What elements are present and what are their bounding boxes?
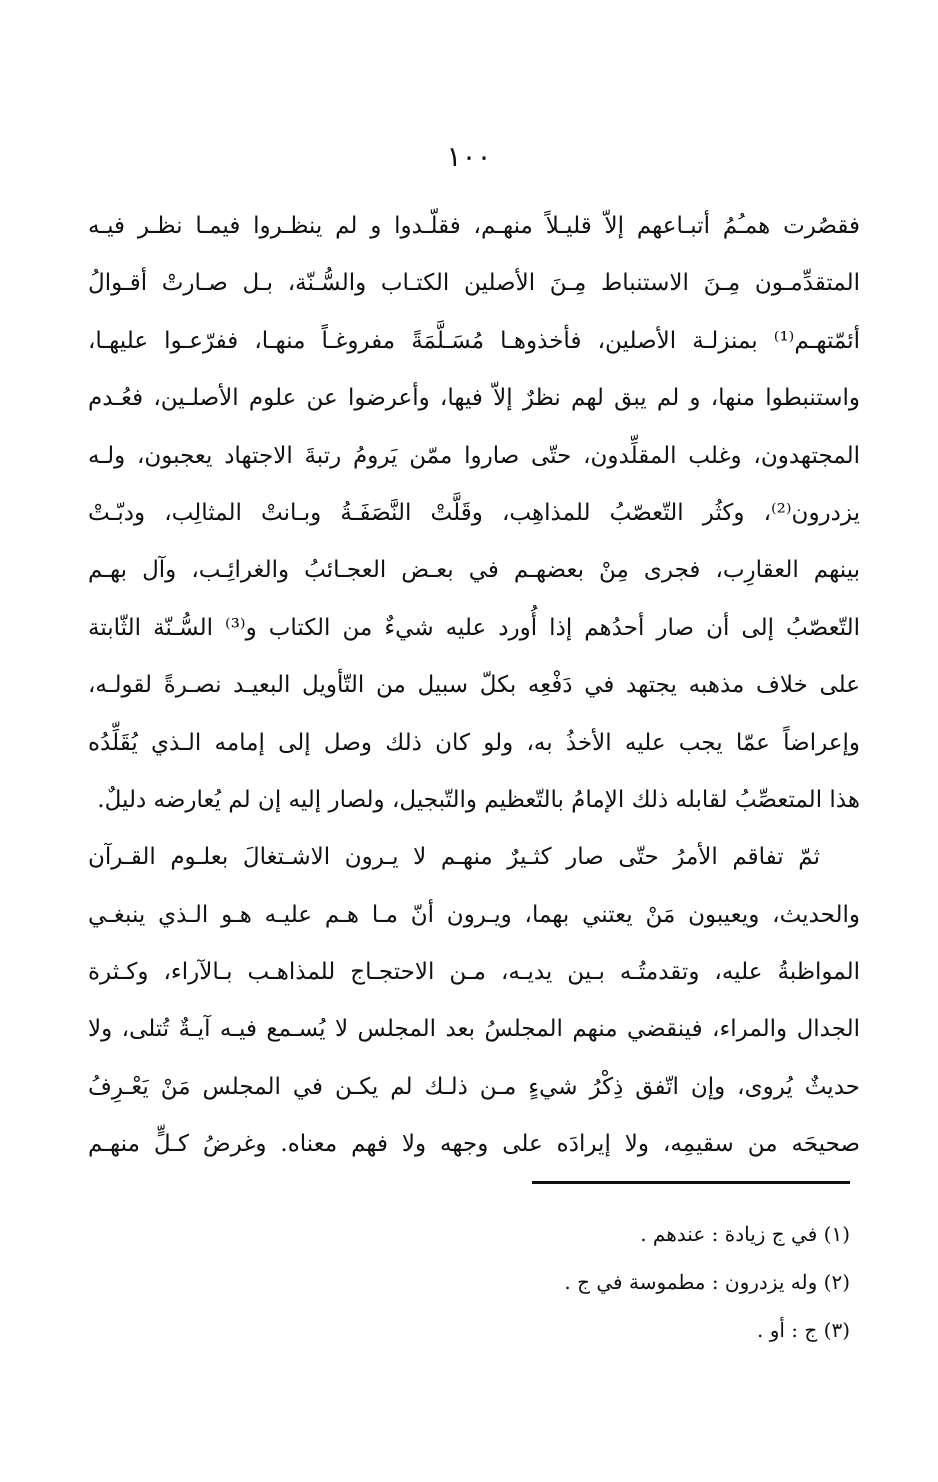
text-line: فقصُرت همـُمُ أتبـاعهم إلاّ قليـلاً منهـم، فقلّـدوا و لم ينظـروا فيمـا نظـر فيـه	[88, 213, 860, 239]
text-line: المجتهدون، وغلب المقلِّدون، حتّى صاروا ممّن يَرومُ رتبةَ الاجتهاد يعجبون، ولـه	[88, 442, 860, 469]
footnote-separator	[532, 1181, 850, 1184]
text-line: المتقدِّمـون مِـنَ الاستنباط مِـنَ الأصلين الكتـاب والسُّـنّة، بـل صـارتْ أقـوالُ	[88, 270, 860, 297]
text-line: وإعراضاً عمّا يجب عليه الأخذُ به، ولو كان ذلك وصل إلى إمامه الـذي يُقَلِّدُه	[88, 729, 860, 756]
text-line: الجدال والمراء، فينقضي منهم المجلسُ بعد المجلس لا يُسـمع فيـه آيـةٌ تُتلى، ولا	[88, 1016, 860, 1043]
text-line: التّعصّبُ إلى أن صار أحدُهم إذا أُورد عليه شيءٌ من الكتاب و⁽³⁾ السُّـنّة الثّابتة	[88, 614, 860, 641]
footnotes	[350, 1210, 850, 1354]
paragraph-2	[88, 829, 860, 1173]
text-line: المواظبةُ عليه، وتقدمتُـه بـين يديـه، مـن الاحتجـاج للمذاهـب بـالآراء، وكـثرة	[88, 959, 860, 986]
text-line: بينهم العقارِب، فجرى مِنْ بعضهـم في بعـض العجـائبُ والغرائِـب، وآل بهـم	[88, 557, 860, 584]
footnote-3: (٣) ج : أو .	[756, 1318, 850, 1342]
footnote-2: (٢) وله يزدرون : مطموسة في ج .	[564, 1270, 850, 1294]
footnote-1: (١) في ج زيادة : عندهم .	[640, 1222, 850, 1246]
text-line: ثمّ تفاقم الأمرُ حتّى صار كثـيرٌ منهـم لا يـرون الاشـتغالَ بعلـوم القـرآن	[88, 844, 820, 871]
text-line: حديثٌ يُروى، وإن اتّفق ذِكْرُ شيءٍ مـن ذلـك لم يكـن في المجلس مَنْ يَعْـرِفُ	[88, 1073, 860, 1100]
text-line: أئمّتهـم⁽¹⁾ بمنزلـة الأصلين، فأخذوهـا مُسَـلَّمَةً مفروغـاً منهـا، ففرّعـوا عليهـا،	[88, 327, 860, 354]
text-line: صحيحَه من سقيمِه، ولا إيرادَه على وجهه ولا فهم معناه. وغرضُ كـلٍّ منهـم	[88, 1131, 860, 1158]
text-line: يزدرون⁽²⁾، وكثُر التّعصّبُ للمذاهِب، وقَلَّتْ النَّصَفَـةُ وبـانتْ المثالِب، ودبّـتْ	[88, 499, 860, 526]
main-text	[88, 198, 860, 1174]
text-line-last: هذا المتعصِّبُ لقابله ذلك الإمامُ بالتّعظيم والتّبجيل، ولصار إليه إن لم يُعارضه دليلٌ.	[97, 786, 860, 813]
text-line: على خلاف مذهبه يجتهد في دَفْعِه بكلّ سبيل من التّأويل البعيـد نصـرةً لقولـه،	[88, 672, 860, 699]
paragraph-1	[88, 198, 860, 829]
text-line: والحديث، ويعيبون مَنْ يعتني بهما، ويـرون أنّ مـا هـم عليـه هـو الـذي ينبغـي	[88, 901, 860, 928]
page-number: ١٠٠	[446, 140, 492, 173]
text-line: واستنبطوا منها، و لم يبق لهم نظرٌ إلاّ فيها، وأعرضوا عن علوم الأصلـين، فعُـدم	[88, 385, 860, 412]
